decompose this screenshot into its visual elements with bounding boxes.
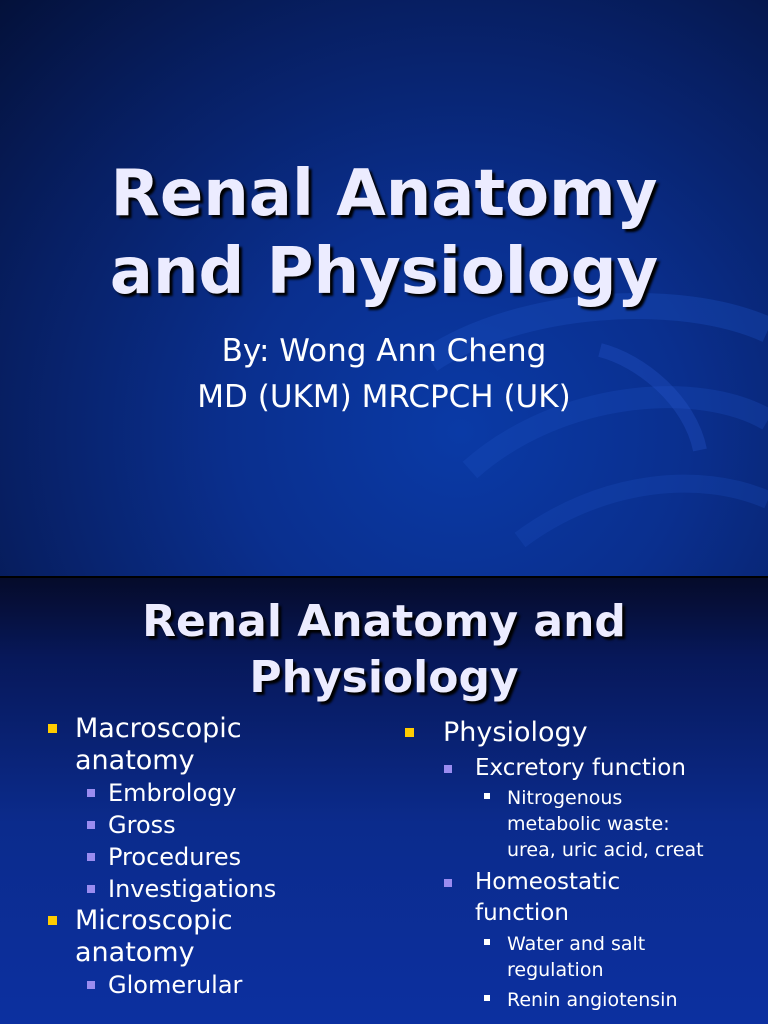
content-slide	[0, 578, 768, 1024]
list-item	[75, 905, 375, 969]
author-credentials: MD (UKM) MRCPCH (UK)	[197, 379, 571, 415]
right-column	[443, 717, 763, 1013]
bullet-square-icon	[87, 789, 95, 797]
bullet-square-icon	[87, 981, 95, 989]
slide1-title	[0, 155, 768, 311]
bullet-square-icon	[484, 939, 490, 945]
list-item: Excretory function	[475, 753, 763, 783]
bullet-square-icon	[444, 765, 452, 773]
slide2-title-line1: Renal Anatomy and	[142, 596, 626, 647]
bullet-square-icon	[87, 821, 95, 829]
bullet-square-icon	[87, 853, 95, 861]
list-item: Procedures	[108, 841, 375, 873]
macroscopic-line2: anatomy	[75, 745, 195, 776]
bullet-square-icon	[87, 885, 95, 893]
slide2-title	[0, 594, 768, 706]
bullet-square-icon	[484, 793, 490, 799]
list-item	[443, 717, 763, 749]
bullet-square-icon	[48, 916, 57, 925]
slide1-title-line1: Renal Anatomy	[110, 157, 658, 231]
slide2-title-line2: Physiology	[249, 652, 519, 703]
bullet-square-icon	[444, 879, 452, 887]
micro-sublist	[75, 969, 375, 1001]
macroscopic-line1: Macroscopic	[75, 713, 242, 744]
microscopic-line2: anatomy	[75, 937, 195, 968]
bullet-square-icon	[48, 724, 57, 733]
list-item: Investigations	[108, 873, 375, 905]
list-item: Homeostatic function	[475, 867, 763, 929]
list-item: Embrology	[108, 777, 375, 809]
bullet-square-icon	[405, 728, 414, 737]
microscopic-line1: Microscopic	[75, 905, 233, 936]
list-item: Renin angiotensin	[507, 987, 763, 1013]
homeostatic-sublist	[475, 931, 763, 1013]
macro-sublist	[75, 777, 375, 905]
excretory-sublist	[475, 785, 763, 863]
list-item: Gross	[108, 809, 375, 841]
author-name: By: Wong Ann Cheng	[221, 333, 547, 369]
list-item: Water and salt regulation	[507, 931, 763, 983]
list-item: Nitrogenous metabolic waste: urea, uric acid, creat	[507, 785, 763, 863]
list-item	[75, 713, 375, 777]
slide1-author	[0, 328, 768, 420]
list-item: Glomerular	[108, 969, 375, 1001]
physiology-heading: Physiology	[443, 717, 588, 748]
left-column	[75, 713, 375, 1001]
bullet-square-icon	[484, 995, 490, 1001]
physiology-sublist	[443, 753, 763, 1013]
slide1-title-line2: and Physiology	[109, 235, 659, 309]
